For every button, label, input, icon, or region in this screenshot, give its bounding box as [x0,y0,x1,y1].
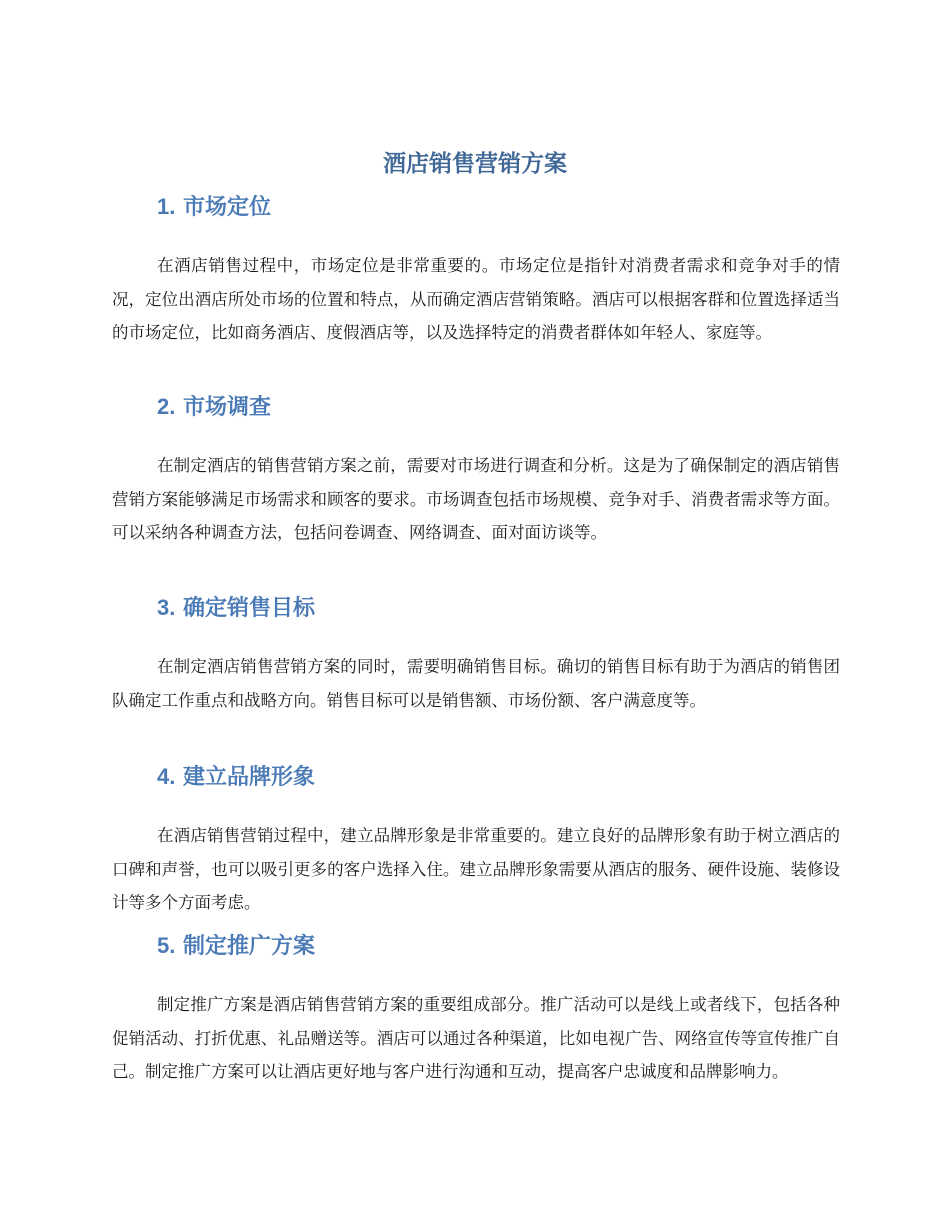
section-heading-text: 市场调查 [183,395,272,420]
section-brand-image [112,762,840,920]
section-sales-targets [112,593,840,717]
section-number: 1. [157,194,176,219]
section-body: 在酒店销售过程中，市场定位是非常重要的。市场定位是指针对消费者需求和竞争对手的情况，定位出酒店所处市场的位置和特点，从而确定酒店营销策略。酒店可以根据客群和位置选择适当的市场定位，比如商务酒店、度假酒店等，以及选择特定的消费者群体如年轻人、家庭等。 [112,256,840,342]
section-number: 4. [157,764,176,789]
document-title: 酒店销售营销方案 [383,151,567,177]
section-body: 在酒店销售营销过程中，建立品牌形象是非常重要的。建立良好的品牌形象有助于树立酒店的口碑和声誉，也可以吸引更多的客户选择入住。建立品牌形象需要从酒店的服务、硬件设施、装修设计等多个方面考虑。 [112,826,840,912]
section-heading-text: 制定推广方案 [183,934,316,959]
section-heading [157,192,840,223]
section-market-research [112,392,840,550]
section-heading [157,762,840,793]
section-heading-text: 市场定位 [183,195,272,220]
section-heading-text: 建立品牌形象 [183,765,316,790]
section-heading-text: 确定销售目标 [183,596,316,621]
section-body: 在制定酒店销售营销方案的同时，需要明确销售目标。确切的销售目标有助于为酒店的销售团队确定工作重点和战略方向。销售目标可以是销售额、市场份额、客户满意度等。 [112,657,840,710]
section-promotion-plan [112,931,840,1089]
section-number: 5. [157,933,176,958]
section-body: 制定推广方案是酒店销售营销方案的重要组成部分。推广活动可以是线上或者线下，包括各种促销活动、打折优惠、礼品赠送等。酒店可以通过各种渠道，比如电视广告、网络宣传等宣传推广自己。制定推广方案可以让酒店更好地与客户进行沟通和互动，提高客户忠诚度和品牌影响力。 [112,995,840,1081]
section-market-positioning [112,192,840,350]
section-body: 在制定酒店的销售营销方案之前，需要对市场进行调查和分析。这是为了确保制定的酒店销售营销方案能够满足市场需求和顾客的要求。市场调查包括市场规模、竞争对手、消费者需求等方面。可以采纳各种调查方法，包括问卷调查、网络调查、面对面访谈等。 [112,456,840,542]
section-number: 3. [157,595,176,620]
section-heading [157,931,840,962]
section-heading [157,593,840,624]
section-heading [157,392,840,423]
section-number: 2. [157,394,176,419]
